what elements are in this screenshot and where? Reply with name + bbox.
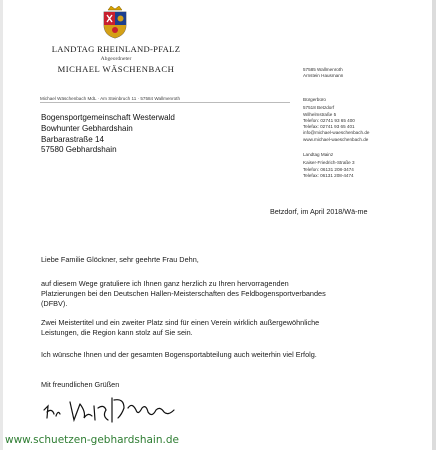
member-name: MICHAEL WÄSCHENBACH	[57, 64, 175, 74]
landtag-heading: Landtag Mainz	[303, 152, 334, 157]
office-website: www.michael-waeschenbach.de	[303, 136, 369, 142]
office-heading: Bürgerbüro	[303, 97, 326, 102]
sender-location	[303, 67, 423, 80]
member-role: Abgeordneter	[100, 56, 132, 62]
location-line: 57585 Wallmenroth	[303, 67, 343, 72]
landtag-phone: Telefon: 06131 208-3474	[303, 166, 354, 172]
salutation: Liebe Familie Glöckner, sehr geehrte Frau Dehn,	[41, 255, 199, 264]
location-line: Arnstein Hausmann	[303, 73, 344, 79]
office-fax: Telefax: 02741 93 65 401	[303, 124, 355, 130]
date-line: Betzdorf, im April 2018/Wä-me	[270, 207, 368, 216]
recipient-line: Barbarastraße 14	[41, 134, 104, 144]
paragraph-line: Platzierungen bei den Deutschen Hallen-Meisterschaften des Feldbogensportverbandes	[41, 289, 326, 299]
landtag-block	[303, 152, 428, 179]
recipient-line: 57580 Gebhardshain	[41, 145, 117, 155]
paragraph-line: (DFBV).	[41, 299, 68, 309]
closing: Mit freundlichen Grüßen	[41, 380, 120, 389]
coat-of-arms-icon	[102, 6, 128, 39]
paragraph-line: Zwei Meistertitel und ein zweiter Platz sind für einen Verein wirklich außergewöhnliche	[41, 318, 320, 327]
footer-website-link[interactable]: www.schuetzen-gebhardshain.de	[5, 434, 179, 446]
office-line: 57518 Betzdorf	[303, 105, 335, 111]
paragraph-line: Leistungen, die Region kann stolz auf Sie sein.	[41, 328, 193, 338]
return-address: Michael Wäschenbach MdL · Am Steinbruch 11 · 57584 Wallmenroth	[40, 96, 290, 103]
paragraph-wishes: Ich wünsche Ihnen und der gesamten Bogensportabteilung auch weiterhin viel Erfolg.	[41, 350, 317, 359]
recipient-line: Bogensportgemeinschaft Westerwald	[41, 113, 175, 122]
signature	[40, 392, 180, 428]
org-name: LANDTAG RHEINLAND-PFALZ	[51, 44, 181, 54]
paragraph-achievements	[41, 318, 421, 338]
office-phone: Telefon: 02741 93 65 400	[303, 117, 355, 123]
scan-left-edge	[0, 0, 3, 450]
scan-right-edge	[432, 0, 436, 450]
paragraph-line: auf diesem Wege gratuliere ich Ihnen ganz herzlich zu Ihren hervorragenden	[41, 279, 289, 288]
landtag-fax: Telefax: 06131 208-4474	[303, 172, 354, 178]
recipient-line: Bowhunter Gebhardshain	[41, 123, 133, 133]
office-block	[303, 97, 428, 143]
office-email: info@michael-waeschenbach.de	[303, 130, 370, 136]
paragraph-congratulations	[41, 279, 421, 310]
recipient-address	[41, 113, 271, 156]
office-line: Wilhelmstraße 5	[303, 111, 337, 117]
landtag-line: Kaiser-Friedrich-Straße 3	[303, 160, 355, 166]
